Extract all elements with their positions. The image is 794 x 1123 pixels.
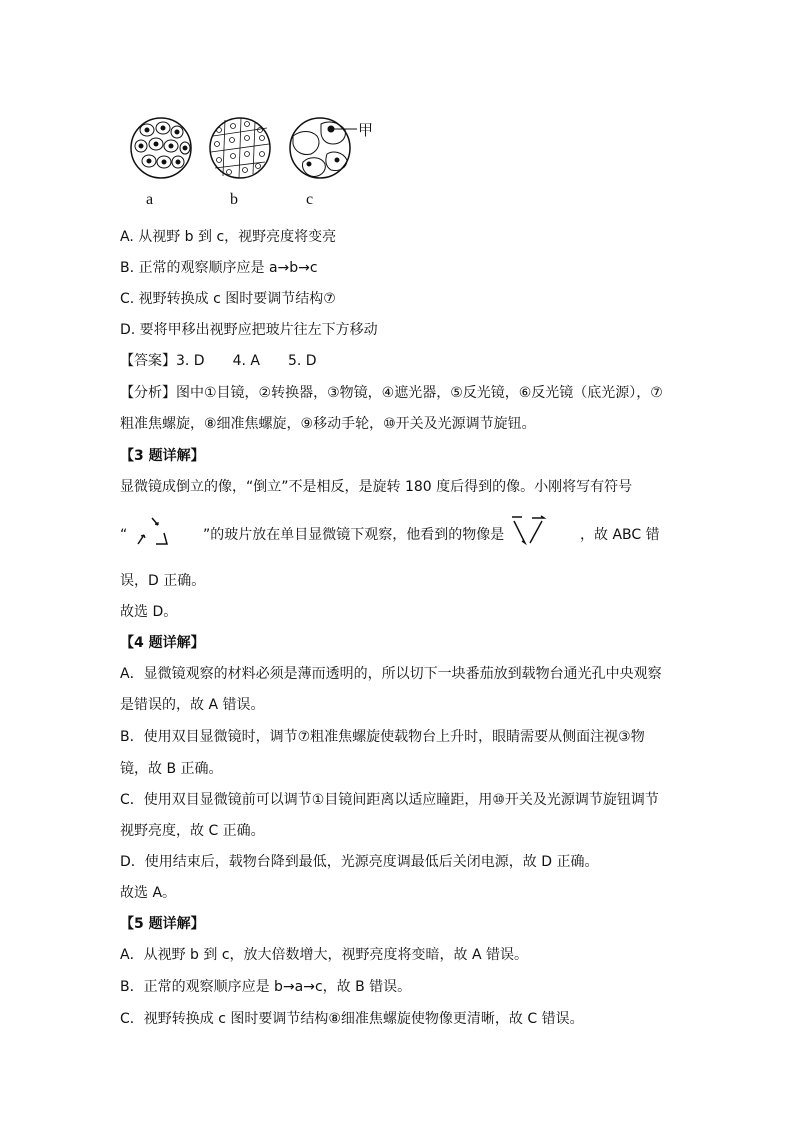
q5-c-line: C．视野转换成 c 图时要调节结构⑧细准焦螺旋使物像更清晰，故 C 错误。	[120, 1011, 584, 1027]
field-a-label: a	[146, 191, 154, 208]
pointer-label: 甲	[358, 123, 374, 139]
q4-heading: 【4 题详解】	[120, 635, 205, 651]
microscope-fields-figure	[125, 108, 385, 188]
q5-a-line: A．从视野 b 到 c，放大倍数增大，视野亮度将变暗，故 A 错误。	[120, 947, 528, 963]
q4-a-line-1: A．显微镜观察的材料必须是薄而透明的，所以切下一块番茄放到载物台通光孔中央观察	[120, 666, 662, 682]
q4-c-line-2: 视野亮度，故 C 正确。	[120, 823, 265, 839]
symbol-rotated-icon	[508, 513, 548, 549]
field-b-label: b	[230, 191, 238, 208]
q4-b-line-1: B．使用双目显微镜时，调节⑦粗准焦螺旋使载物台上升时，眼睛需要从侧面注视③物	[120, 729, 645, 745]
symbol-original-icon	[134, 515, 174, 549]
q3-line-1: 显微镜成倒立的像，“倒立”不是相反，是旋转 180 度后得到的像。小刚将写有符号	[120, 479, 633, 495]
answer-line: 【答案】3. D 4. A 5. D	[120, 353, 317, 369]
field-c-label: c	[306, 191, 314, 208]
q3-heading: 【3 题详解】	[120, 448, 205, 464]
field-c-image	[290, 118, 350, 178]
q3-mid-text: ”的玻片放在单目显微镜下观察，他看到的物像是	[203, 527, 505, 543]
q4-c-line-1: C．使用双目显微镜前可以调节①目镜间距离以适应瞳距，用⑩开关及光源调节旋钮调节	[120, 792, 659, 808]
analysis-line-1: 【分析】图中①目镜，②转换器，③物镜，④遮光器，⑤反光镜，⑥反光镜（底光源），⑦	[120, 385, 663, 401]
option-d: D. 要将甲移出视野应把玻片往左下方移动	[120, 322, 378, 338]
q3-line-3: 误，D 正确。	[120, 573, 206, 589]
field-b-image	[210, 118, 270, 178]
q4-b-line-2: 镜，故 B 正确。	[120, 761, 223, 777]
analysis-line-2: 粗准焦螺旋，⑧细准焦螺旋，⑨移动手轮，⑩开关及光源调节旋钮。	[120, 416, 536, 432]
q3-quote-open: “	[120, 527, 128, 543]
q5-b-line: B．正常的观察顺序应是 b→a→c，故 B 错误。	[120, 979, 412, 995]
option-b: B. 正常的观察顺序应是 a→b→c	[120, 260, 318, 276]
q3-tail-text: ，故 ABC 错	[580, 527, 660, 543]
q4-conclusion: 故选 A。	[120, 885, 177, 901]
q5-heading: 【5 题详解】	[120, 916, 205, 932]
field-a-image	[131, 118, 191, 178]
option-a: A. 从视野 b 到 c，视野亮度将变亮	[120, 229, 337, 245]
q4-a-line-2: 是错误的，故 A 错误。	[120, 697, 265, 713]
q3-conclusion: 故选 D。	[120, 604, 178, 620]
q4-d-line: D．使用结束后，载物台降到最低，光源亮度调最低后关闭电源，故 D 正确。	[120, 854, 599, 870]
option-c: C. 视野转换成 c 图时要调节结构⑦	[120, 291, 336, 307]
